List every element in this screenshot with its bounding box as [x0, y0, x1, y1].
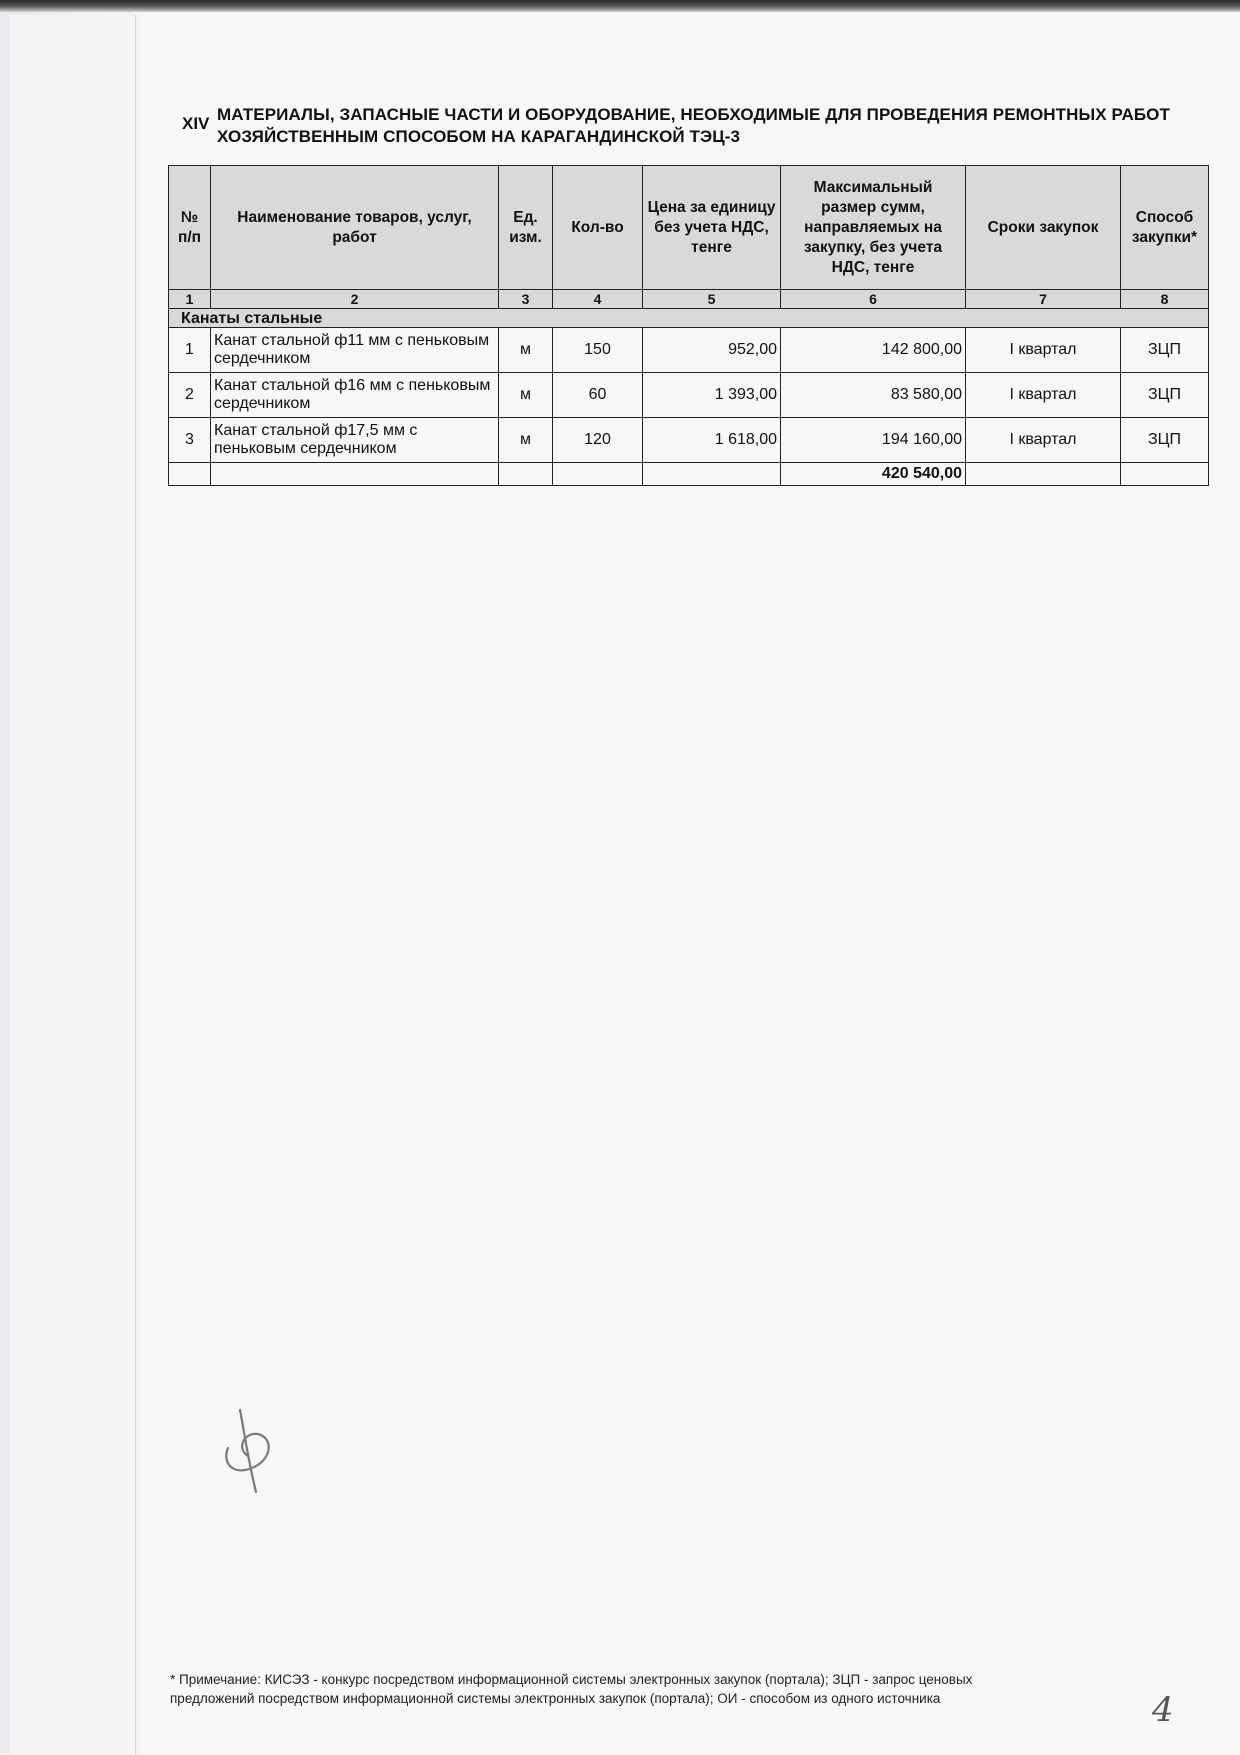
row-unit: м: [499, 373, 553, 418]
row-qty: 150: [553, 328, 643, 373]
footnote-line-2: предложений посредством информационной системы электронных закупок (портала); ОИ - способом из одного источника: [170, 1691, 941, 1706]
row-num: 1: [169, 328, 211, 373]
column-number-row: [169, 290, 1209, 309]
col-header-num: № п/п: [169, 166, 211, 290]
total-row: [169, 463, 1209, 486]
row-num: 3: [169, 418, 211, 463]
col-header-amount: Максимальный размер сумм, направляемых на закупку, без учета НДС, тенге: [781, 166, 966, 290]
col-header-method: Способ закупки*: [1121, 166, 1209, 290]
column-number: 3: [499, 290, 553, 309]
procurement-table: [168, 165, 1209, 486]
footnote: [170, 1670, 1170, 1708]
empty-cell: [169, 463, 211, 486]
col-header-qty: Кол-во: [553, 166, 643, 290]
table-row: [169, 418, 1209, 463]
row-price: 952,00: [643, 328, 781, 373]
handwritten-signature: [218, 1400, 298, 1500]
table-row: [169, 373, 1209, 418]
group-title: Канаты стальные: [169, 309, 1209, 328]
col-header-price: Цена за единицу без учета НДС, тенге: [643, 166, 781, 290]
row-unit: м: [499, 418, 553, 463]
row-name: Канат стальной ф11 мм с пеньковым сердечником: [211, 328, 499, 373]
group-row: [169, 309, 1209, 328]
binding-strip: [10, 15, 136, 1755]
row-unit: м: [499, 328, 553, 373]
empty-cell: [1121, 463, 1209, 486]
col-header-unit: Ед. изм.: [499, 166, 553, 290]
scan-top-edge: [0, 0, 1240, 12]
footnote-line-1: * Примечание: КИСЭЗ - конкурс посредством информационной системы электронных закупок (портала); ЗЦП - запрос ценовых: [170, 1672, 973, 1687]
empty-cell: [499, 463, 553, 486]
column-number: 5: [643, 290, 781, 309]
column-number: 2: [211, 290, 499, 309]
row-period: I квартал: [966, 373, 1121, 418]
table-row: [169, 328, 1209, 373]
empty-cell: [553, 463, 643, 486]
section-title: МАТЕРИАЛЫ, ЗАПАСНЫЕ ЧАСТИ И ОБОРУДОВАНИЕ, НЕОБХОДИМЫЕ ДЛЯ ПРОВЕДЕНИЯ РЕМОНТНЫХ РАБОТ ХОЗЯЙСТВЕННЫМ СПОСОБОМ НА КАРАГАНДИНСКОЙ ТЭЦ-3: [217, 105, 1170, 146]
col-header-period: Сроки закупок: [966, 166, 1121, 290]
row-name: Канат стальной ф16 мм с пеньковым сердечником: [211, 373, 499, 418]
section-number: XIV: [182, 114, 210, 133]
column-number: 4: [553, 290, 643, 309]
row-amount: 142 800,00: [781, 328, 966, 373]
row-method: ЗЦП: [1121, 328, 1209, 373]
column-number: 6: [781, 290, 966, 309]
row-period: I квартал: [966, 328, 1121, 373]
empty-cell: [211, 463, 499, 486]
column-number: 8: [1121, 290, 1209, 309]
empty-cell: [966, 463, 1121, 486]
row-method: ЗЦП: [1121, 418, 1209, 463]
row-amount: 83 580,00: [781, 373, 966, 418]
column-number: 1: [169, 290, 211, 309]
row-method: ЗЦП: [1121, 373, 1209, 418]
row-num: 2: [169, 373, 211, 418]
total-amount: 420 540,00: [781, 463, 966, 486]
page-number: 4: [1152, 1690, 1174, 1730]
table-header-row: [169, 166, 1209, 290]
row-amount: 194 160,00: [781, 418, 966, 463]
col-header-name: Наименование товаров, услуг, работ: [211, 166, 499, 290]
row-qty: 60: [553, 373, 643, 418]
row-qty: 120: [553, 418, 643, 463]
column-number: 7: [966, 290, 1121, 309]
row-name: Канат стальной ф17,5 мм с пеньковым сердечником: [211, 418, 499, 463]
row-price: 1 618,00: [643, 418, 781, 463]
row-price: 1 393,00: [643, 373, 781, 418]
row-period: I квартал: [966, 418, 1121, 463]
empty-cell: [643, 463, 781, 486]
